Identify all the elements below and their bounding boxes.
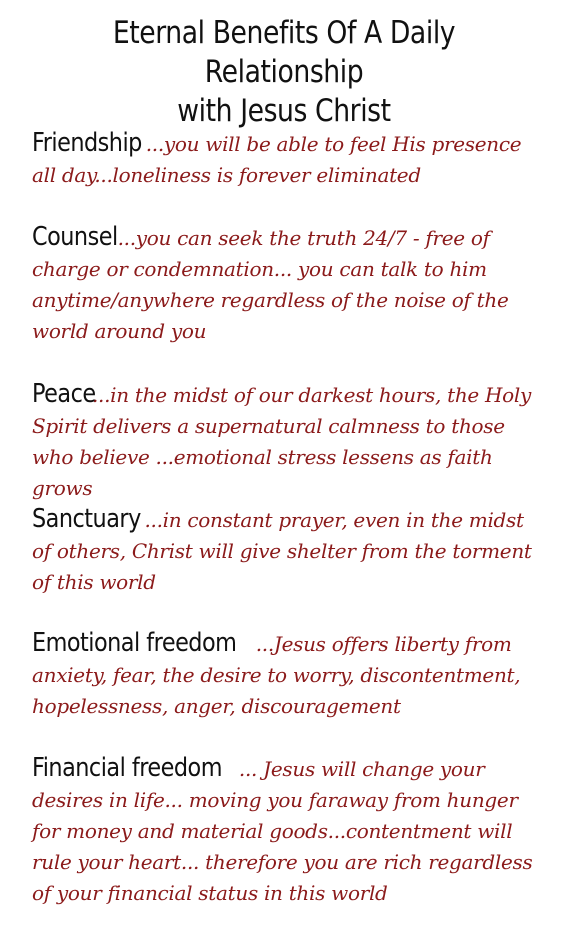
benefit-paragraph [32, 379, 542, 504]
benefit-paragraph [32, 128, 542, 191]
benefit-heading: Sanctuary [32, 504, 141, 534]
page-title-line-2: with Jesus Christ [177, 93, 391, 129]
benefit-paragraph [32, 753, 542, 909]
benefit-description: ...in constant prayer, even in the midst of others, Christ will give shelter from the torment of this world [32, 508, 532, 594]
benefit-heading: Peace [32, 379, 96, 409]
benefit-peace [32, 379, 542, 504]
benefit-paragraph [32, 628, 542, 722]
benefit-emotional-freedom [32, 628, 542, 722]
benefit-heading: Financial freedom [32, 753, 222, 783]
benefit-heading: Emotional freedom [32, 628, 237, 658]
benefit-sanctuary [32, 504, 542, 598]
benefit-description: ...you will be able to feel His presence all day...loneliness is forever eliminated [32, 132, 522, 187]
page-title [40, 14, 528, 131]
benefit-description: ... Jesus will change your desires in life... moving you faraway from hunger for money and material goods...contentment will rule your heart... therefore you are rich regardless of your financial status in this world [32, 757, 533, 905]
benefit-friendship [32, 128, 542, 191]
page-title-line-1: Eternal Benefits Of A Daily Relationship [112, 15, 456, 90]
benefit-description: ...in the midst of our darkest hours, the Holy Spirit delivers a supernatural calmness to those who believe ...emotional stress lessens as faith grows [32, 383, 531, 500]
benefit-heading: Counsel [32, 222, 118, 252]
benefit-financial-freedom [32, 753, 542, 909]
benefit-counsel [32, 222, 542, 347]
benefit-paragraph [32, 504, 542, 598]
benefit-description: ...Jesus offers liberty from anxiety, fear, the desire to worry, discontentment, hopelessness, anger, discouragement [32, 632, 521, 718]
benefit-paragraph [32, 222, 542, 347]
benefit-heading: Friendship [32, 128, 142, 158]
benefit-description: ...you can seek the truth 24/7 - free of charge or condemnation... you can talk to him anytime/anywhere regardless of the noise of the world around you [32, 226, 509, 343]
